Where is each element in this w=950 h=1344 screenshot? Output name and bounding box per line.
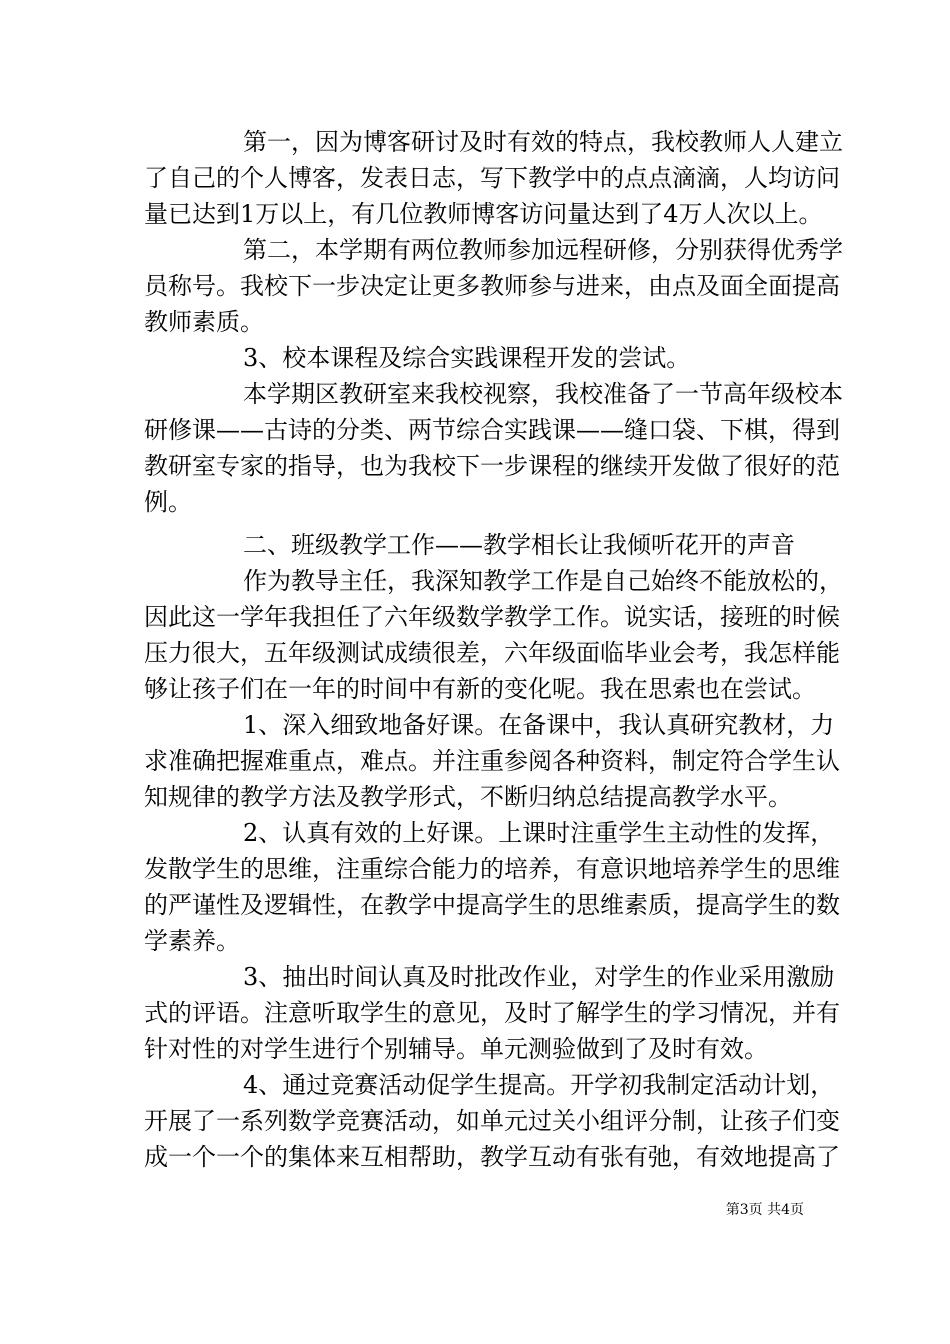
text-line: 量已达到1万以上，有几位教师博客访问量达到了4万人次以上。 (144, 200, 823, 228)
text-line: 例。 (144, 488, 192, 516)
text-line: 4、通过竞赛活动促学生提高。开学初我制定活动计划， (243, 1071, 835, 1099)
text-line: 发散学生的思维，注重综合能力的培养，有意识地培养学生的思维 (144, 855, 840, 883)
text-line: 第一，因为博客研讨及时有效的特点，我校教师人人建立 (243, 128, 843, 156)
text-line: 第二，本学期有两位教师参加远程研修，分别获得优秀学 (243, 236, 843, 264)
text-line: 教研室专家的指导，也为我校下一步课程的继续开发做了很好的范 (144, 452, 840, 480)
text-line: 知规律的教学方法及教学形式，不断归纳总结提高教学水平。 (144, 783, 792, 811)
text-line: 2、认真有效的上好课。上课时注重学生主动性的发挥， (243, 819, 835, 847)
text-line: 求准确把握难重点，难点。并注重参阅各种资料，制定符合学生认 (144, 747, 840, 775)
text-line: 够让孩子们在一年的时间中有新的变化呢。我在思索也在尝试。 (144, 675, 816, 703)
text-line: 教师素质。 (144, 308, 264, 336)
text-line: 1、深入细致地备好课。在备课中，我认真研究教材，力 (243, 711, 835, 739)
text-line: 3、抽出时间认真及时批改作业，对学生的作业采用激励 (243, 963, 835, 991)
text-line: 压力很大，五年级测试成绩很差，六年级面临毕业会考，我怎样能 (144, 639, 840, 667)
text-line: 员称号。我校下一步决定让更多教师参与进来，由点及面全面提高 (144, 272, 840, 300)
text-line: 式的评语。注意听取学生的意见，及时了解学生的学习情况，并有 (144, 999, 840, 1027)
text-line: 开展了一系列数学竞赛活动，如单元过关小组评分制，让孩子们变 (144, 1107, 840, 1135)
text-line: 3、校本课程及综合实践课程开发的尝试。 (243, 344, 691, 372)
section-heading: 二、班级教学工作——教学相长让我倾听花开的声音 (243, 531, 795, 559)
text-line: 了自己的个人博客，发表日志，写下教学中的点点滴滴，人均访问 (144, 164, 840, 192)
text-line: 学素养。 (144, 927, 240, 955)
text-line: 成一个一个的集体来互相帮助，教学互动有张有弛，有效地提高了 (144, 1143, 840, 1171)
text-line: 本学期区教研室来我校视察，我校准备了一节高年级校本 (243, 380, 843, 408)
text-line: 因此这一学年我担任了六年级数学教学工作。说实话，接班的时候 (144, 603, 840, 631)
text-line: 针对性的对学生进行个别辅导。单元测验做到了及时有效。 (144, 1035, 768, 1063)
text-line: 的严谨性及逻辑性，在教学中提高学生的思维素质，提高学生的数 (144, 891, 840, 919)
text-line: 研修课——古诗的分类、两节综合实践课——缝口袋、下棋，得到 (144, 416, 840, 444)
text-line: 作为教导主任，我深知教学工作是自己始终不能放松的， (243, 567, 843, 595)
page-number-footer: 第3页 共4页 (725, 1202, 804, 1218)
